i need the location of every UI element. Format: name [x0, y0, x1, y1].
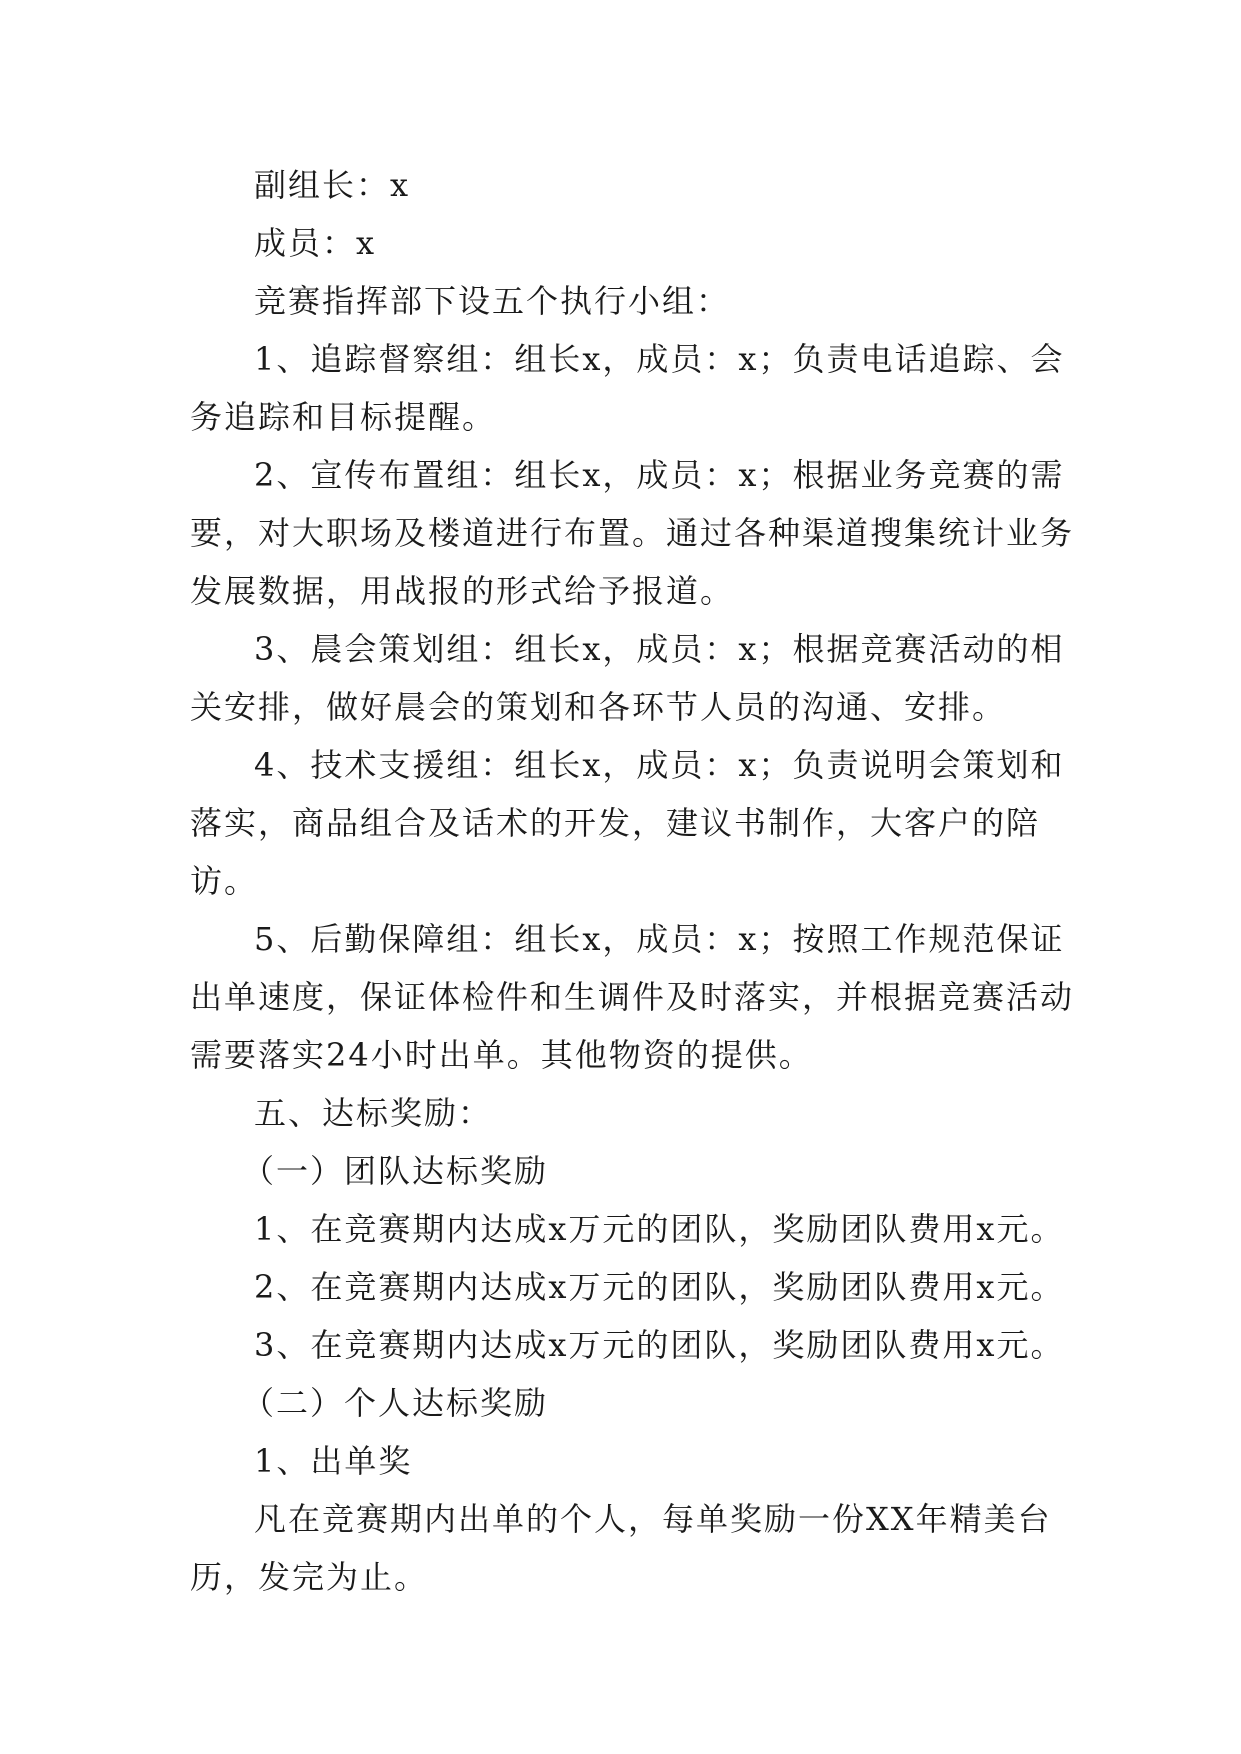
group-morning-meeting-paragraph: 3、晨会策划组：组长x，成员：x；根据竞赛活动的相关安排，做好晨会的策划和各环节人员的沟通、安排。 [190, 630, 1065, 726]
deputy-leader-line: 副组长：x [254, 166, 411, 204]
section-heading-rewards: 五、达标奖励： [254, 1094, 493, 1132]
document-body [190, 156, 1090, 1606]
team-reward-item-1: 1、在竞赛期内达成x万元的团队，奖励团队费用x元。 [254, 1210, 1065, 1248]
group-tech-support-paragraph: 4、技术支援组：组长x，成员：x；负责说明会策划和落实，商品组合及话术的开发，建议书制作，大客户的陪访。 [190, 746, 1065, 900]
members-line: 成员：x [254, 224, 377, 262]
group-publicity-paragraph: 2、宣传布置组：组长x，成员：x；根据业务竞赛的需要，对大职场及楼道进行布置。通过各种渠道搜集统计业务发展数据，用战报的形式给予报道。 [190, 456, 1075, 610]
individual-reward-paragraph: 凡在竞赛期内出单的个人，每单奖励一份XX年精美台历，发完为止。 [190, 1500, 1052, 1596]
subheading-team-rewards: （一）团队达标奖励 [242, 1152, 549, 1190]
group-logistics-paragraph: 5、后勤保障组：组长x，成员：x；按照工作规范保证出单速度，保证体检件和生调件及时落实，并根据竞赛活动需要落实24小时出单。其他物资的提供。 [190, 920, 1075, 1074]
subheading-individual-rewards: （二）个人达标奖励 [242, 1384, 549, 1422]
groups-intro: 竞赛指挥部下设五个执行小组： [254, 282, 731, 320]
team-reward-item-2: 2、在竞赛期内达成x万元的团队，奖励团队费用x元。 [254, 1268, 1065, 1306]
team-reward-item-3: 3、在竞赛期内达成x万元的团队，奖励团队费用x元。 [254, 1326, 1065, 1364]
group-tracking-paragraph: 1、追踪督察组：组长x，成员：x；负责电话追踪、会务追踪和目标提醒。 [190, 340, 1065, 436]
individual-reward-title: 1、出单奖 [254, 1442, 413, 1480]
